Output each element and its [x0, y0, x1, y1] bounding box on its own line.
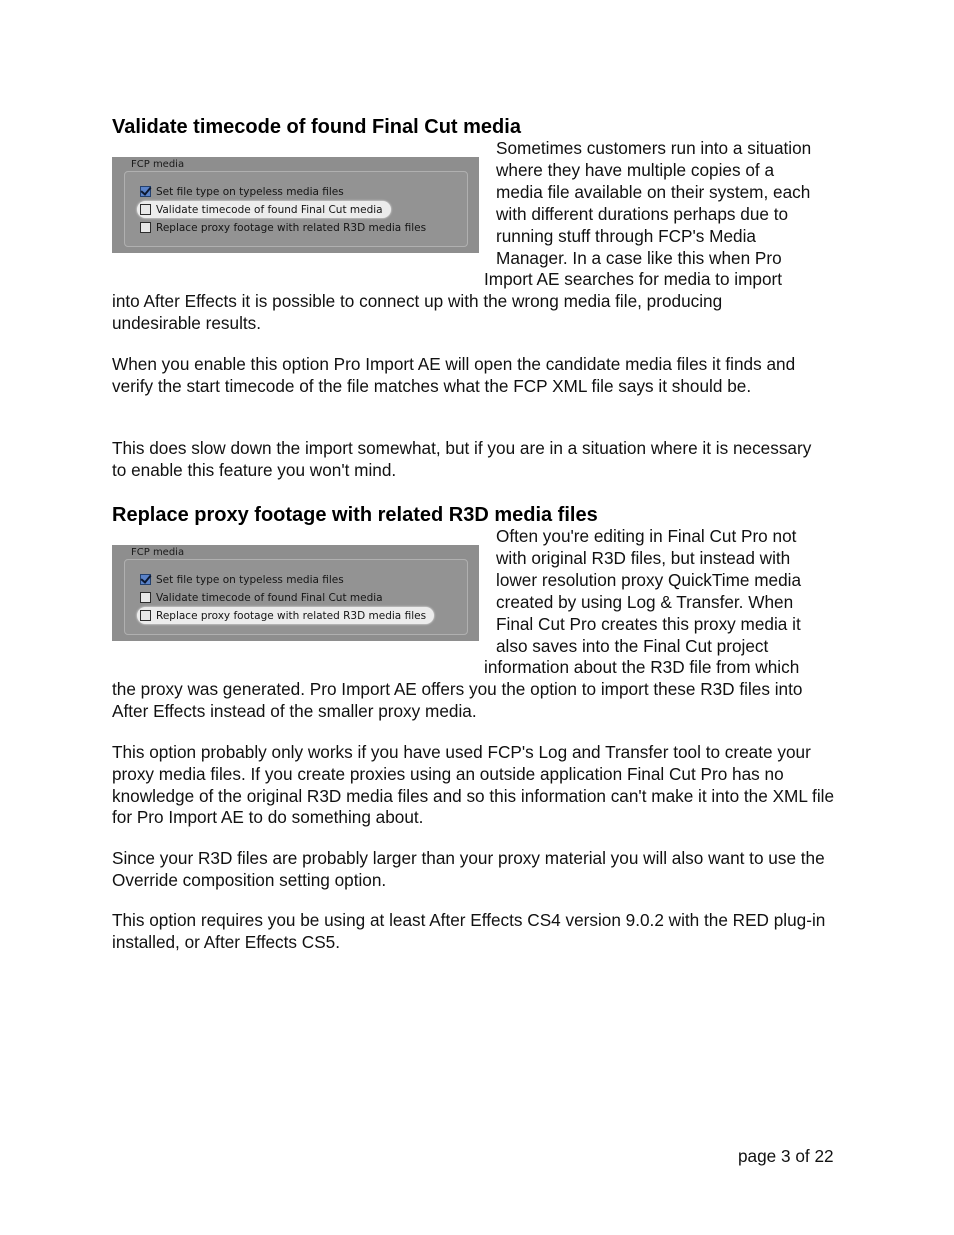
page-number: page 3 of 22: [738, 1146, 834, 1166]
option-replace-proxy-highlighted: [137, 607, 434, 624]
panel-title: FCP media: [131, 159, 185, 170]
option-validate-timecode-highlighted: [137, 201, 391, 218]
wrap-line: running stuff through FCP's Media: [496, 226, 756, 246]
option-label: Replace proxy footage with related R3D media files: [156, 609, 427, 622]
checkbox-checked-icon: [140, 186, 151, 197]
checkbox-unchecked-icon: [140, 610, 151, 621]
paragraph: This option requires you be using at least After Effects CS4 version 9.0.2 with the RED plug-in installed, or After Effects CS5.: [112, 910, 826, 952]
wrap-line: Final Cut Pro creates this proxy media it: [496, 614, 801, 634]
wrap-line: Sometimes customers run into a situation: [496, 138, 812, 158]
option-set-file-type: [137, 571, 344, 588]
option-label: Replace proxy footage with related R3D media files: [156, 221, 427, 234]
wrap-line: information about the R3D file from which: [484, 657, 800, 677]
wrap-line: media file available on their system, each: [496, 182, 811, 202]
paragraph-continuation: the proxy was generated. Pro Import AE offers you the option to import these R3D files into After Effects instead of the smaller proxy media.: [112, 679, 803, 721]
wrap-line: Import AE searches for media to import: [484, 269, 783, 289]
wrap-line: lower resolution proxy QuickTime media: [496, 570, 802, 590]
checkbox-checked-icon: [140, 574, 151, 585]
fcp-media-panel-screenshot: [112, 545, 479, 641]
paragraph: Since your R3D files are probably larger than your proxy material you will also want to use the Override composition setting option.: [112, 848, 825, 890]
section-heading-validate-timecode: Validate timecode of found Final Cut media: [112, 116, 521, 138]
panel-title: FCP media: [131, 547, 185, 558]
panel-group-box: [124, 559, 468, 635]
checkbox-unchecked-icon: [140, 204, 151, 215]
option-label: Set file type on typeless media files: [156, 185, 344, 198]
paragraph: This does slow down the import somewhat, but if you are in a situation where it is necessary to enable this feature you won't mind.: [112, 438, 812, 480]
paragraph: When you enable this option Pro Import AE will open the candidate media files it finds and verify the start timecode of the file matches what the FCP XML file says it should be.: [112, 354, 796, 396]
checkbox-unchecked-icon: [140, 592, 151, 603]
checkbox-unchecked-icon: [140, 222, 151, 233]
section-heading-replace-proxy: Replace proxy footage with related R3D media files: [112, 504, 598, 526]
wrap-line: also saves into the Final Cut project: [496, 636, 769, 656]
wrap-line: created by using Log & Transfer. When: [496, 592, 794, 612]
wrap-line: with original R3D files, but instead with: [496, 548, 791, 568]
option-label: Validate timecode of found Final Cut media: [156, 203, 383, 216]
paragraph-continuation: into After Effects it is possible to connect up with the wrong media file, producing undesirable results.: [112, 291, 723, 333]
wrap-line: where they have multiple copies of a: [496, 160, 775, 180]
paragraph: This option probably only works if you have used FCP's Log and Transfer tool to create your proxy media files. If you create proxies using an outside application Final Cut Pro has no knowledge of the original R3D media files and so this information can't make it into the XML file for Pro Import AE to do something about.: [112, 742, 835, 828]
option-replace-proxy: [137, 219, 426, 236]
wrap-line: Manager. In a case like this when Pro: [496, 248, 782, 268]
wrap-line: with different durations perhaps due to: [496, 204, 789, 224]
option-set-file-type: [137, 183, 344, 200]
option-label: Set file type on typeless media files: [156, 573, 344, 586]
wrap-line: Often you're editing in Final Cut Pro not: [496, 526, 797, 546]
option-label: Validate timecode of found Final Cut media: [156, 591, 383, 604]
option-validate-timecode: [137, 589, 383, 606]
fcp-media-panel-screenshot: [112, 157, 479, 253]
panel-group-box: [124, 171, 468, 247]
